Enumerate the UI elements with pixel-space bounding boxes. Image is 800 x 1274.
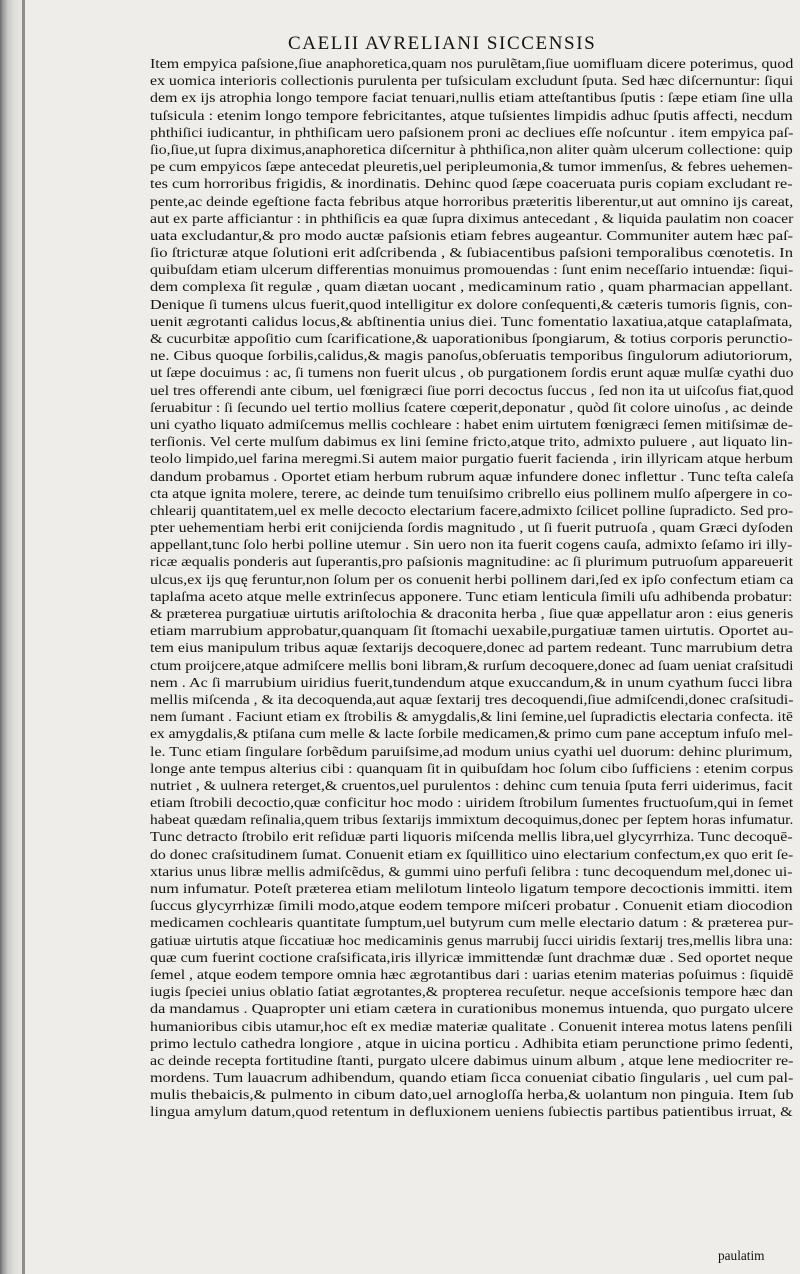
text-line: iugis ſpeciei unius oblatio ſatiat ægrotantes,& propterea recuſetur. neque acceſsionis tempore hæc dan <box>150 984 794 1000</box>
text-line: tuſsicula : etenim longo tempore febricitantes, atque tuſsientes limpidis adhuc ſputis affecti, necdum <box>150 107 793 123</box>
text-line: teolo limpido,uel farina meregmi.Si autem maior purgatio fuerit facienda , irin illyricam atque herbum <box>150 451 794 467</box>
running-head: CAELII AVRELIANI SICCENSIS <box>288 33 597 54</box>
text-line: dandum probamus . Oportet etiam herbum rubrum aquæ infundere donec inflettur . Tunc teſta caleſa <box>150 468 794 484</box>
text-line: ſemel , atque eodem tempore omnia hæc ægrotantibus dari : uarias etenim materias poſuimus : ſiquidē <box>150 966 794 982</box>
text-line: le. Tunc etiam ſingulare ſorbẽdum paruiſsime,ad modum unius cyathi uel duorum: dehinc plurimum, <box>150 743 793 759</box>
text-line: dem ex ijs atrophia longo tempore faciat tenuari,nullis etiam atteſtantibus ſputis : ſæpe etiam ſine ulla <box>150 90 793 106</box>
text-line: ſeruabitur : ſi ſecundo uel tertio mollius ſcatere cœperit,deponatur , quòd ſit colore uinoſus , ac deinde <box>150 399 793 415</box>
text-line: uata excludantur,& pro modo auctæ paſsionis etiam febres augeantur. Communiter autem hæc paſ- <box>150 227 794 243</box>
text-line: lingua amylum datum,quod retentum in defluxionem ueniens ſubiectis partibus patientibus irruat, & <box>150 1104 793 1120</box>
text-line: ſio,ſiue,ut ſupra diximus,anaphoretica diſcernitur à phthiſica,non aliter quàm ulcerum collectione: quip <box>150 141 793 157</box>
text-line: Tunc detracto ſtrobilo erit reſiduæ parti liquoris miſcenda mellis libra,uel glycyrrhiza. Tunc decoquē- <box>150 829 793 845</box>
text-line: etiam ſtrobili decoctio,quæ conficitur hoc modo : uiridem ſtrobilum ſumentes fructuoſum,qui in ſemet <box>150 795 794 811</box>
text-line: pente,ac deinde egeſtione facta febribus atque horroribus præteritis liberentur,ut aut omnino ijs careat, <box>150 193 794 209</box>
text-line: uenit ægrotanti calidus locus,& abſtinentia unius diei. Tunc fomentatio laxatiua,atque cataplaſmata, <box>150 313 793 329</box>
text-line: taplaſma aceto atque melle extrinſecus apponere. Tunc etiam lenticula ſimili uſu adhibenda probatur: <box>150 588 793 604</box>
text-line: appellant,tunc ſolo herbi polline utemur . Sin uero non ita fuerit cogens cauſa, admixto ſeſamo iri illy- <box>150 537 793 553</box>
text-line: uni cyatho liquato admiſcemus mellis cochleare : habet enim uirtutem fœnigræci ſemen mitiſsimæ de- <box>150 416 793 432</box>
text-line: ſio ſtricturæ atque ſolutioni erit adſcribenda , & ſubiacentibus paſsioni temporalibus cœnotetis. In <box>150 245 794 261</box>
text-line: gatiuæ uirtutis atque ſiccatiuæ hoc medicaminis genus marrubij ſucci uiridis ſextarij tres,mellis libra una: <box>150 932 793 948</box>
text-line: aut ex parte afficiantur : in phthiſicis ea quæ ſupra diximus antecedant , & liquida paulatim non coacer <box>150 210 794 226</box>
text-line: ex uomica interioris collectionis purulenta per tuſsiculam excludunt ſputa. Sed hæc diſcernuntur: ſiqui <box>150 73 794 89</box>
text-line: medicamen cochlearis quantitate ſumptum,uel butyrum cum melle electario datum : & præterea pur- <box>150 915 794 931</box>
text-line: nem ſumant . Faciunt etiam ex ſtrobilis & amygdalis,& lini ſemine,uel ſupradictis electaria confecta. itē <box>150 709 793 725</box>
text-line: dem complexa ſit regulæ , quam diætan uocant , medicaminum ratio , quam pharmacian appellant. <box>150 279 793 295</box>
text-line: uel tres offerendi ante cibum, uel fœnigræci ſiue porri decoctus ſuccus , ſed non ita ut uiſcoſus fiat,quod <box>150 382 794 398</box>
text-line: Item empyica paſsione,ſiue anaphoretica,quam nos purulẽtam,ſiue uomifluam dicere poterimus, quod <box>150 56 794 71</box>
text-line: pter uehementiam herbi erit conijcienda ſordis magnitudo , ut ſi fuerit putruoſa , quam Græci dyſoden <box>150 520 794 536</box>
text-line: mellis miſcenda , & ita decoquenda,aut aquæ ſextarij tres decoquendi,ſiue admiſcendi,donec craſsitudi- <box>150 691 794 707</box>
text-line: Denique ſi tumens ulcus fuerit,quod intelligitur ex dolore conſequenti,& cæteris tumoris ſignis, con- <box>150 296 793 312</box>
text-line: quibuſdam etiam ulcerum differentias monuimus promouendas : ſunt enim neceſſario intuendæ: ſiqui- <box>150 262 794 278</box>
text-line: & cucurbitæ appoſitio cum ſcarificatione,& uaporationibus ſpongiarum, & totius corporis perunctio- <box>150 331 793 346</box>
text-line: ſuccus glycyrrhizæ ſimili modo,atque eodem tempore miſceri probatur . Conuenit etiam diocodion <box>150 898 793 914</box>
body-text <box>150 55 800 1121</box>
text-line: longe ante tempus alterius cibi : quanquam ſit in quibuſdam hoc ſolum cibo ſufficiens : etenim corpus <box>150 760 794 776</box>
text-line: mulis thebaicis,& pulmento in cibum dato,uel arnogloſſa herba,& uolantum non pinguia. Item ſub <box>150 1087 794 1103</box>
book-gutter <box>0 0 22 1274</box>
text-line: ex amygdalis,& ptiſana cum melle & lacte ſorbile medicamen,& primo cum pane acceptum infuſo mel- <box>150 726 793 742</box>
text-line: num infumatur. Poteſt præterea etiam melilotum linteolo ligatum tempore decoctionis immitti. item <box>150 881 793 896</box>
text-line: ac deinde recepta fortitudine ſtanti, purgato ulcere dabimus uinum album , atque lene mediocriter re- <box>150 1052 794 1068</box>
text-line: phthiſici iudicantur, in phthiſicam uero paſsionem proni ac decliues eſſe noſcuntur . item empyica paſ- <box>150 124 794 140</box>
text-line: mordens. Tum lauacrum adhibendum, quando etiam ſicca conueniat cibatio ſingularis , uel cum pal- <box>150 1070 794 1086</box>
text-line: quæ cum fuerint coctione craſsificata,iris illyricæ immittendæ ſunt drachmæ duæ . Sed oportet neque <box>150 949 793 965</box>
text-line: ctum proijcere,atque admiſcere mellis boni libram,& rurſum decoquere,donec ad ſuam ueniat craſsitudi <box>150 657 794 673</box>
text-line: & præterea purgatiuæ uirtutis ariſtolochia & draconita herba , ſiue quæ appellatur aron : eius generis <box>150 606 794 621</box>
catchword: paulatim <box>718 1248 765 1263</box>
text-line: do donec craſsitudinem ſumat. Conuenit etiam ex ſquillitico uino electarium confectum,ex quo erit ſe- <box>150 846 794 862</box>
text-line: nutriet , & uulnera reterget,& cruentos,uel purulentos : dehinc cum tenuia ſputa ferri uiderimus, facit <box>150 777 793 793</box>
text-line: habeat quædam reſinalia,quem tribus ſextarijs immixtum decoquimus,donec per ſeptem horas infumatur. <box>150 812 794 828</box>
text-line: ne. Cibus quoque ſorbilis,calidus,& magis panoſus,obſeruatis temporibus ſingulorum adiutoriorum, <box>150 348 793 364</box>
page-fold-shadow <box>22 0 25 1274</box>
text-line: terſionis. Vel certe mulſum dabimus ex lini ſemine fricto,atque trito, admixto puluere , aut liquato lin- <box>150 434 793 450</box>
text-line: xtarius unus libræ mellis admiſcẽdus, & gummi uino perfuſi ſelibra : tunc decoquendum mel,donec ui- <box>150 863 793 879</box>
text-line: chlearij quantitatem,uel ex melle decocto electarium facere,admixto ſcilicet polline ſupradicto. Sed pro- <box>150 502 794 518</box>
text-line: primo lectulo cathedra longiore , atque in uicina porticu . Adhibita etiam perunctione primo ſedenti, <box>150 1035 794 1051</box>
text-line: da mandamus . Quapropter uni etiam cætera in curationibus monemus intuenda, quo purgato ulcere <box>150 1001 794 1017</box>
text-line: nem . Ac ſi marrubium uiridius fuerit,tundendum atque exuccandum,& in unum cyathum ſucci libra <box>150 674 793 690</box>
text-line: ut ſæpe docuimus : ac, ſi tumens non fuerit ulcus , ob purgationem ſordis erunt aquæ mulſæ cyathi duo <box>150 365 794 381</box>
text-line: pe cum empyicos ſæpe antecedat pleuretis,uel peripleumonia,& tumor immenſus, & febres uehemen- <box>150 159 793 175</box>
text-line: ricæ æqualis ponderis aut ſuperantis,pro paſsionis magnitudine: ac ſi plurimum putruoſum appareuerit <box>150 554 793 570</box>
text-line: etiam marrubium approbatur,quanquam ſit ſtomachi uexabile,purgatiuæ tamen uirtutis. Oportet au- <box>150 623 794 639</box>
text-line: humanioribus cibis utamur,hoc eſt ex mediæ materiæ qualitate . Conuenit interea motus latens penſili <box>150 1018 793 1034</box>
text-line: tes cum horroribus frigidis, & inordinatis. Dehinc quod ſæpe coaceruata puris copiam excludant re- <box>150 176 793 192</box>
text-line: ulcus,ex ijs quę feruntur,non ſolum per os conuenit herbi pollinem dari,ſed ex ipſo confectum etiam ca <box>150 571 794 587</box>
text-line: tem eius manipulum tribus aquæ ſextarijs decoquere,donec ad partem redeant. Tunc marrubium detra <box>150 640 793 656</box>
text-line: cta atque ignita molere, terere, ac deinde tum tenuiſsimo cribrello eius pollinem mulſo aſpergere in co- <box>150 485 793 501</box>
